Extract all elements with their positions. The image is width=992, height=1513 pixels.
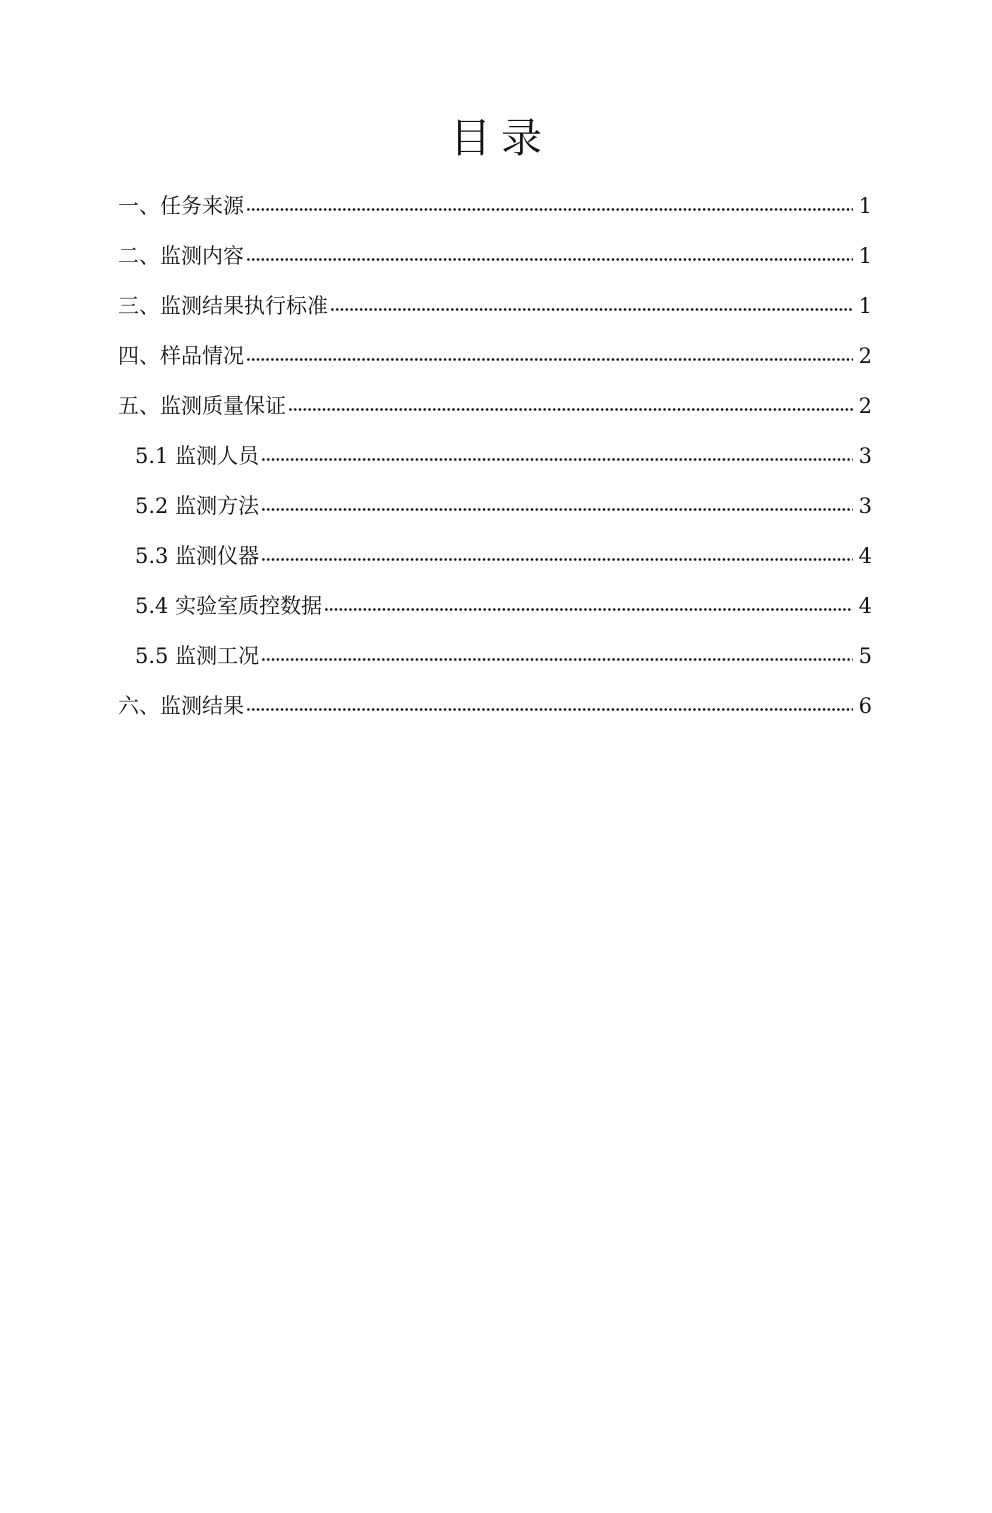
dot-leader: [261, 631, 853, 681]
toc-entry-label: 5.4 实验室质控数据: [135, 593, 323, 618]
toc-entry[interactable]: [118, 531, 872, 581]
toc-page-number: 1: [858, 193, 872, 218]
toc-entry-label: 5.3 监测仪器: [135, 543, 260, 568]
toc-entry[interactable]: [118, 431, 872, 481]
toc-entry[interactable]: [118, 231, 872, 281]
toc-entry[interactable]: [118, 281, 872, 331]
dot-leader: [246, 681, 853, 731]
toc-page-number: 1: [858, 243, 872, 268]
dot-leader: [246, 181, 853, 231]
page-title: 目录: [450, 114, 552, 162]
dot-leader: [324, 581, 853, 631]
toc-entry-label: 5.5 监测工况: [135, 643, 260, 668]
toc-page-number: 2: [858, 343, 872, 368]
toc-entry[interactable]: [118, 331, 872, 381]
toc-page-number: 3: [858, 443, 872, 468]
toc-entry-label: 三、监测结果执行标准: [118, 293, 328, 318]
toc-entry[interactable]: [118, 481, 872, 531]
dot-leader: [261, 531, 853, 581]
toc-entry[interactable]: [118, 681, 872, 731]
toc-page-number: 2: [858, 393, 872, 418]
toc-entry-label: 四、样品情况: [118, 343, 244, 368]
document-page: [0, 110, 992, 1513]
toc-entry-label: 一、任务来源: [118, 193, 244, 218]
dot-leader: [261, 431, 853, 481]
toc-entry-label: 六、监测结果: [118, 693, 244, 718]
toc-entry[interactable]: [118, 631, 872, 681]
toc-list: [0, 181, 992, 731]
toc-page-number: 4: [858, 543, 872, 568]
dot-leader: [246, 231, 853, 281]
toc-entry[interactable]: [118, 381, 872, 431]
toc-page-number: 4: [858, 593, 872, 618]
toc-page-number: 6: [858, 693, 872, 718]
toc-entry[interactable]: [118, 581, 872, 631]
dot-leader: [330, 281, 853, 331]
toc-entry-label: 二、监测内容: [118, 243, 244, 268]
dot-leader: [288, 381, 853, 431]
dot-leader: [261, 481, 853, 531]
toc-page-number: 3: [858, 493, 872, 518]
dot-leader: [246, 331, 853, 381]
toc-entry[interactable]: [118, 181, 872, 231]
toc-entry-label: 5.2 监测方法: [135, 493, 260, 518]
toc-entry-label: 五、监测质量保证: [118, 393, 286, 418]
toc-entry-label: 5.1 监测人员: [135, 443, 260, 468]
toc-page-number: 1: [858, 293, 872, 318]
toc-page-number: 5: [858, 643, 872, 668]
